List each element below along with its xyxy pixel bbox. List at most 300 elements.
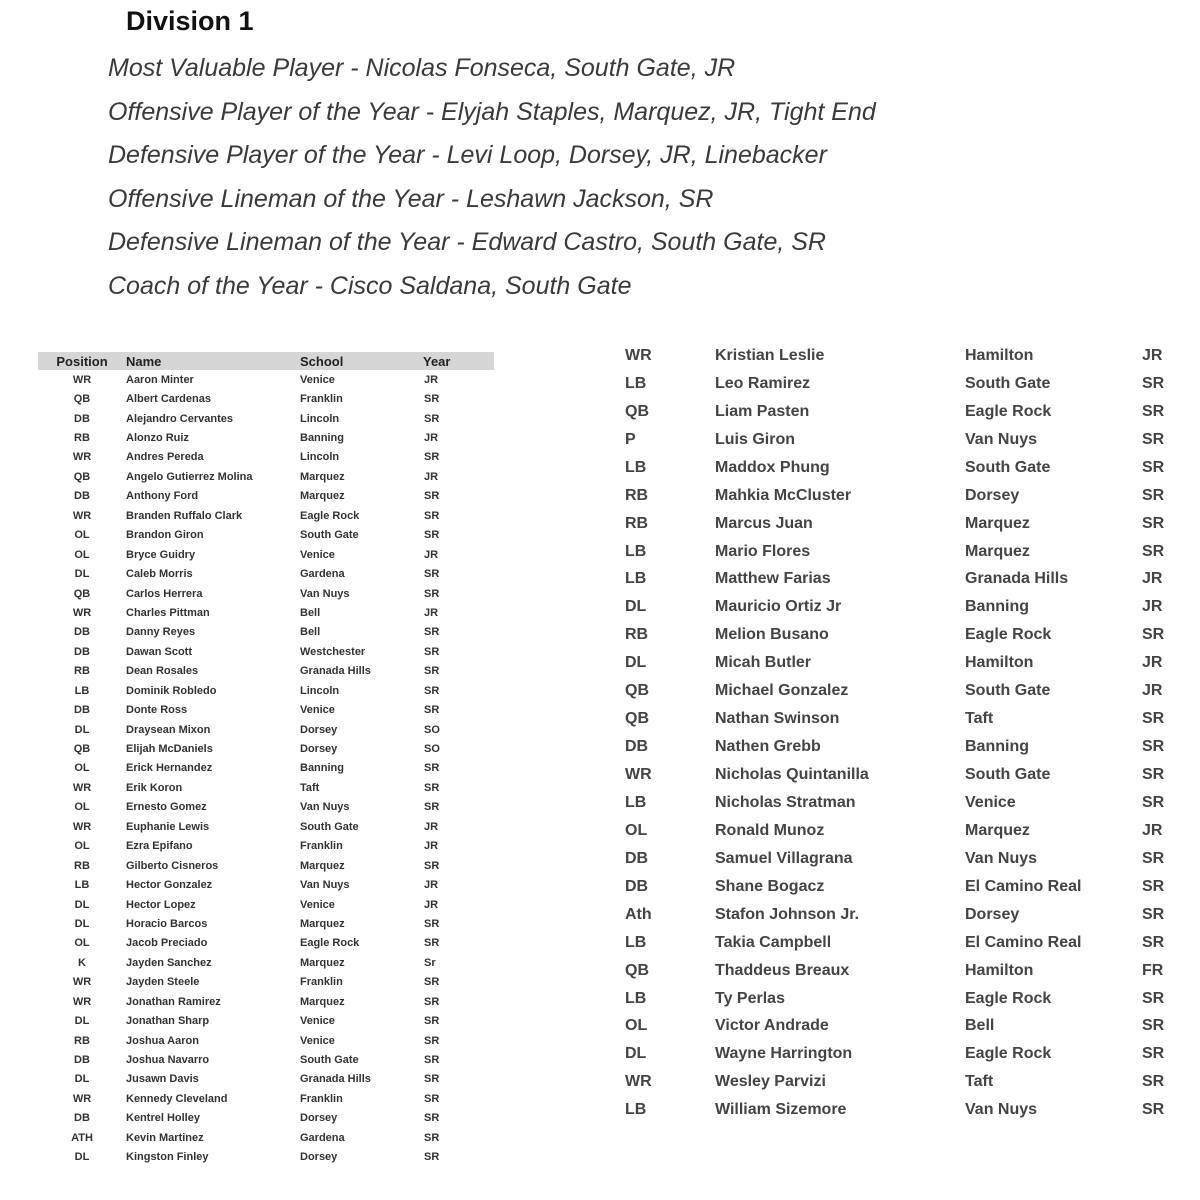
player-position: WR xyxy=(72,976,92,989)
player-position: DB xyxy=(74,645,90,658)
player-name: Leo Ramirez xyxy=(715,374,811,392)
player-name: Ernesto Gomez xyxy=(126,801,207,814)
table-row xyxy=(38,817,494,836)
player-year: SR xyxy=(1142,514,1165,532)
table-row xyxy=(38,526,494,545)
player-name: William Sizemore xyxy=(715,1101,847,1119)
player-school: Granada Hills xyxy=(300,1073,371,1086)
player-school: Eagle Rock xyxy=(965,402,1052,420)
player-year: SR xyxy=(424,917,440,930)
player-year: SR xyxy=(1142,989,1165,1007)
player-year: SO xyxy=(424,723,440,736)
table-row xyxy=(38,1089,494,1108)
player-year: SR xyxy=(424,665,440,678)
player-school: Franklin xyxy=(300,840,343,853)
player-position: DB xyxy=(625,849,649,867)
player-name: Anthony Ford xyxy=(126,490,199,503)
table-row xyxy=(38,642,494,661)
player-position: DL xyxy=(74,1151,90,1164)
player-year: SR xyxy=(424,568,440,581)
player-name: Thaddeus Breaux xyxy=(715,961,850,979)
player-position: DL xyxy=(74,723,90,736)
table-row xyxy=(615,929,1185,957)
table-row xyxy=(615,985,1185,1013)
player-year: SR xyxy=(424,393,440,406)
player-name: Kennedy Cleveland xyxy=(126,1092,228,1105)
table-row xyxy=(38,739,494,758)
table-row xyxy=(38,662,494,681)
player-position: QB xyxy=(625,710,649,728)
player-year: SR xyxy=(424,995,440,1008)
player-year: FR xyxy=(1142,961,1164,979)
player-position: OL xyxy=(625,821,648,839)
player-school: Bell xyxy=(300,626,321,639)
table-row xyxy=(38,623,494,642)
player-year: SR xyxy=(1142,933,1165,951)
table-row xyxy=(615,677,1185,705)
player-school: Banning xyxy=(965,598,1029,616)
player-year: SR xyxy=(1142,793,1165,811)
player-name: Stafon Johnson Jr. xyxy=(715,905,860,923)
player-name: Liam Pasten xyxy=(715,402,810,420)
player-name: Shane Bogacz xyxy=(715,877,825,895)
table-row xyxy=(38,1050,494,1069)
player-year: SR xyxy=(424,1112,440,1125)
table-row xyxy=(615,789,1185,817)
player-school: Hamilton xyxy=(965,654,1034,672)
player-school: Franklin xyxy=(300,976,343,989)
player-year: SR xyxy=(1142,1017,1165,1035)
table-row xyxy=(38,798,494,817)
player-year: SR xyxy=(424,762,440,775)
player-year: SR xyxy=(1142,430,1165,448)
player-name: Dominik Robledo xyxy=(126,684,217,697)
player-year: JR xyxy=(424,373,439,386)
player-name: Takia Campbell xyxy=(715,933,832,951)
player-position: WR xyxy=(625,1073,652,1091)
player-school: Van Nuys xyxy=(300,587,350,600)
player-position: OL xyxy=(625,1017,648,1035)
player-year: SR xyxy=(424,937,440,950)
player-school: Taft xyxy=(300,781,320,794)
player-school: Dorsey xyxy=(965,905,1020,923)
player-name: Bryce Guidry xyxy=(126,548,196,561)
table-row xyxy=(615,1013,1185,1041)
player-name: Nicholas Stratman xyxy=(715,793,856,811)
division-title: Division 1 xyxy=(126,6,254,36)
player-year: Sr xyxy=(424,956,436,969)
player-school: Dorsey xyxy=(965,486,1020,504)
player-school: Marquez xyxy=(965,542,1030,560)
player-position: QB xyxy=(625,402,649,420)
table-row xyxy=(38,973,494,992)
player-name: Ty Perlas xyxy=(715,989,785,1007)
table-row xyxy=(38,1148,494,1167)
player-name: Ezra Epifano xyxy=(126,840,193,853)
player-school: South Gate xyxy=(300,529,359,542)
player-position: DB xyxy=(74,1112,90,1125)
player-position: WR xyxy=(72,451,92,464)
player-name: Nicholas Quintanilla xyxy=(715,766,869,784)
player-name: Victor Andrade xyxy=(715,1017,829,1035)
player-name: Carlos Herrera xyxy=(126,587,203,600)
player-name: Joshua Navarro xyxy=(126,1054,210,1067)
table-row xyxy=(38,506,494,525)
player-year: SR xyxy=(1142,1045,1165,1063)
table-row xyxy=(38,778,494,797)
player-name: Matthew Farias xyxy=(715,570,831,588)
player-position: WR xyxy=(72,373,92,386)
player-year: SR xyxy=(424,645,440,658)
player-name: Ronald Munoz xyxy=(715,821,825,839)
player-school: Dorsey xyxy=(300,723,338,736)
player-year: JR xyxy=(424,820,439,833)
player-school: Venice xyxy=(300,704,335,717)
player-school: Marquez xyxy=(300,470,345,483)
player-name: Wesley Parvizi xyxy=(715,1073,826,1091)
table-row xyxy=(615,1096,1185,1124)
player-year: SR xyxy=(424,626,440,639)
table-row xyxy=(615,873,1185,901)
player-name: Wayne Harrington xyxy=(715,1045,853,1063)
player-school: Dorsey xyxy=(300,743,338,756)
player-position: QB xyxy=(625,961,649,979)
player-position: WR xyxy=(72,820,92,833)
player-name: Andres Pereda xyxy=(126,451,204,464)
player-year: SR xyxy=(1142,710,1165,728)
player-year: SR xyxy=(424,704,440,717)
player-position: LB xyxy=(625,542,647,560)
player-school: Venice xyxy=(965,793,1016,811)
player-position: DL xyxy=(74,1015,90,1028)
player-position: LB xyxy=(625,1101,647,1119)
player-year: SR xyxy=(424,859,440,872)
player-year: JR xyxy=(1142,654,1163,672)
player-year: SR xyxy=(424,412,440,425)
player-name: Michael Gonzalez xyxy=(715,682,849,700)
table-row xyxy=(615,1040,1185,1068)
player-position: WR xyxy=(72,509,92,522)
player-name: Alejandro Cervantes xyxy=(126,412,233,425)
player-year: SR xyxy=(424,781,440,794)
player-name: Kingston Finley xyxy=(126,1151,209,1164)
player-school: Taft xyxy=(965,1073,994,1091)
player-school: El Camino Real xyxy=(965,877,1082,895)
table-row xyxy=(615,957,1185,985)
player-school: El Camino Real xyxy=(965,933,1082,951)
player-school: Lincoln xyxy=(300,451,340,464)
player-year: SR xyxy=(424,529,440,542)
player-school: Bell xyxy=(965,1017,995,1035)
table-row xyxy=(615,510,1185,538)
player-position: DL xyxy=(74,1073,90,1086)
table-row xyxy=(38,1011,494,1030)
table-row xyxy=(38,564,494,583)
player-school: Dorsey xyxy=(300,1112,338,1125)
table-row xyxy=(38,720,494,739)
player-school: Dorsey xyxy=(300,1151,338,1164)
player-school: Venice xyxy=(300,898,335,911)
player-name: Jacob Preciado xyxy=(126,937,208,950)
player-name: Hector Lopez xyxy=(126,898,196,911)
player-name: Elijah McDaniels xyxy=(126,743,213,756)
player-name: Melion Busano xyxy=(715,626,829,644)
table-row xyxy=(38,389,494,408)
player-school: Eagle Rock xyxy=(965,626,1052,644)
table-row xyxy=(38,370,494,389)
player-position: RB xyxy=(625,514,649,532)
player-position: WR xyxy=(72,781,92,794)
player-year: SR xyxy=(1142,486,1165,504)
player-year: SR xyxy=(1142,374,1165,392)
table-row xyxy=(38,448,494,467)
player-position: QB xyxy=(73,587,91,600)
player-position: OL xyxy=(74,548,90,561)
roster-right-body xyxy=(615,342,1185,1124)
player-year: SR xyxy=(1142,458,1165,476)
player-year: SR xyxy=(424,490,440,503)
player-position: LB xyxy=(625,458,647,476)
player-school: Franklin xyxy=(300,1092,343,1105)
table-row xyxy=(38,934,494,953)
player-school: Van Nuys xyxy=(300,801,350,814)
player-name: Erik Koron xyxy=(126,781,183,794)
award-defensive-player: Defensive Player of the Year - Levi Loop, Dorsey, JR, Linebacker xyxy=(108,141,827,170)
player-name: Jusawn Davis xyxy=(126,1073,199,1086)
player-name: Dawan Scott xyxy=(126,645,193,658)
player-position: ATH xyxy=(71,1131,93,1144)
award-offensive-lineman: Offensive Lineman of the Year - Leshawn Jackson, SR xyxy=(108,184,714,213)
player-year: SR xyxy=(424,451,440,464)
player-position: LB xyxy=(625,570,647,588)
award-coach: Coach of the Year - Cisco Saldana, South Gate xyxy=(108,271,632,300)
player-name: Horacio Barcos xyxy=(126,917,208,930)
roster-left-body xyxy=(38,370,494,1167)
player-position: WR xyxy=(72,606,92,619)
player-position: RB xyxy=(625,626,649,644)
player-position: LB xyxy=(625,989,647,1007)
table-row xyxy=(38,875,494,894)
player-name: Dean Rosales xyxy=(126,665,199,678)
table-row xyxy=(615,482,1185,510)
player-year: JR xyxy=(424,548,439,561)
player-school: Franklin xyxy=(300,393,343,406)
player-name: Euphanie Lewis xyxy=(126,820,210,833)
player-school: Venice xyxy=(300,1015,335,1028)
player-position: Ath xyxy=(625,905,652,923)
table-row xyxy=(38,1109,494,1128)
player-school: South Gate xyxy=(300,820,359,833)
player-school: Marquez xyxy=(300,917,345,930)
player-school: Venice xyxy=(300,1034,335,1047)
table-row xyxy=(38,856,494,875)
player-year: JR xyxy=(1142,346,1163,364)
player-name: Kevin Martinez xyxy=(126,1131,204,1144)
player-school: Granada Hills xyxy=(300,665,371,678)
player-position: OL xyxy=(74,762,90,775)
table-row xyxy=(615,621,1185,649)
player-position: QB xyxy=(73,470,91,483)
player-name: Maddox Phung xyxy=(715,458,830,476)
player-year: SR xyxy=(1142,905,1165,923)
table-row xyxy=(38,953,494,972)
player-year: JR xyxy=(1142,570,1163,588)
player-year: SR xyxy=(424,509,440,522)
player-position: WR xyxy=(625,766,652,784)
player-position: RB xyxy=(74,1034,90,1047)
player-position: DL xyxy=(625,1045,647,1063)
player-name: Danny Reyes xyxy=(126,626,196,639)
player-name: Brandon Giron xyxy=(126,529,204,542)
table-row xyxy=(38,467,494,486)
player-school: Banning xyxy=(300,432,344,445)
player-school: Lincoln xyxy=(300,684,340,697)
player-year: SR xyxy=(424,1054,440,1067)
player-position: DL xyxy=(625,654,647,672)
player-school: Eagle Rock xyxy=(965,1045,1052,1063)
table-row xyxy=(38,914,494,933)
player-school: Lincoln xyxy=(300,412,340,425)
player-year: SR xyxy=(424,1131,440,1144)
table-row xyxy=(38,603,494,622)
player-school: Eagle Rock xyxy=(300,509,360,522)
player-year: SR xyxy=(424,1092,440,1105)
header-school: School xyxy=(300,352,415,370)
table-row xyxy=(615,538,1185,566)
table-row xyxy=(615,649,1185,677)
player-position: DB xyxy=(74,704,90,717)
player-position: QB xyxy=(73,743,91,756)
player-position: P xyxy=(625,430,636,448)
player-position: LB xyxy=(625,933,647,951)
player-school: Marquez xyxy=(300,995,345,1008)
player-year: JR xyxy=(1142,682,1163,700)
player-year: JR xyxy=(424,606,439,619)
player-name: Luis Giron xyxy=(715,430,795,448)
table-row xyxy=(615,845,1185,873)
roster-table-left xyxy=(38,352,494,1167)
player-year: SR xyxy=(424,587,440,600)
player-position: DB xyxy=(74,1054,90,1067)
player-year: JR xyxy=(424,470,439,483)
player-year: SR xyxy=(424,684,440,697)
player-position: DL xyxy=(625,598,647,616)
player-school: Marquez xyxy=(965,821,1030,839)
player-year: SR xyxy=(424,976,440,989)
player-school: Westchester xyxy=(300,645,366,658)
player-name: Charles Pittman xyxy=(126,606,210,619)
player-school: Banning xyxy=(965,738,1029,756)
player-school: Venice xyxy=(300,373,335,386)
table-row xyxy=(38,428,494,447)
player-school: Gardena xyxy=(300,568,345,581)
player-school: Venice xyxy=(300,548,335,561)
player-name: Nathen Grebb xyxy=(715,738,821,756)
player-position: LB xyxy=(625,793,647,811)
table-row xyxy=(38,545,494,564)
player-position: DB xyxy=(625,877,649,895)
table-row xyxy=(38,1031,494,1050)
header-year: Year xyxy=(415,352,494,370)
player-year: SR xyxy=(1142,542,1165,560)
player-school: Eagle Rock xyxy=(965,989,1052,1007)
player-school: Van Nuys xyxy=(965,430,1038,448)
player-school: South Gate xyxy=(965,374,1051,392)
player-position: OL xyxy=(74,529,90,542)
player-year: SR xyxy=(1142,849,1165,867)
player-year: SR xyxy=(1142,766,1165,784)
table-row xyxy=(38,895,494,914)
player-school: Marquez xyxy=(300,859,345,872)
player-position: WR xyxy=(625,346,652,364)
player-year: JR xyxy=(1142,598,1163,616)
table-row xyxy=(615,342,1185,370)
player-year: JR xyxy=(424,898,439,911)
player-position: DB xyxy=(74,412,90,425)
player-name: Micah Butler xyxy=(715,654,812,672)
table-row xyxy=(615,817,1185,845)
player-school: Van Nuys xyxy=(300,879,350,892)
player-year: SR xyxy=(1142,402,1165,420)
player-school: Granada Hills xyxy=(965,570,1069,588)
player-position: DB xyxy=(625,738,649,756)
player-year: SR xyxy=(1142,738,1165,756)
player-school: Van Nuys xyxy=(965,849,1038,867)
player-year: SR xyxy=(1142,1101,1165,1119)
player-position: RB xyxy=(74,859,90,872)
player-name: Jayden Sanchez xyxy=(126,956,212,969)
player-year: JR xyxy=(1142,821,1163,839)
player-name: Hector Gonzalez xyxy=(126,879,213,892)
table-row xyxy=(615,761,1185,789)
player-school: Eagle Rock xyxy=(300,937,360,950)
player-position: DB xyxy=(74,626,90,639)
player-position: OL xyxy=(74,937,90,950)
player-name: Branden Ruffalo Clark xyxy=(126,509,243,522)
player-name: Samuel Villagrana xyxy=(715,849,853,867)
player-name: Caleb Morris xyxy=(126,568,193,581)
player-name: Jayden Steele xyxy=(126,976,200,989)
player-position: RB xyxy=(74,665,90,678)
player-year: JR xyxy=(424,432,439,445)
player-school: Van Nuys xyxy=(965,1101,1038,1119)
table-row xyxy=(38,584,494,603)
player-year: SR xyxy=(424,1015,440,1028)
player-position: DL xyxy=(74,917,90,930)
table-row xyxy=(38,700,494,719)
player-position: DB xyxy=(74,490,90,503)
player-year: JR xyxy=(424,840,439,853)
player-year: SR xyxy=(424,1034,440,1047)
player-school: South Gate xyxy=(965,682,1051,700)
player-name: Aaron Minter xyxy=(126,373,194,386)
table-row xyxy=(615,566,1185,594)
player-year: SR xyxy=(1142,626,1165,644)
table-row xyxy=(38,1128,494,1147)
player-school: Taft xyxy=(965,710,994,728)
awards-list xyxy=(108,50,876,312)
table-row xyxy=(38,759,494,778)
award-offensive-player: Offensive Player of the Year - Elyjah Staples, Marquez, JR, Tight End xyxy=(108,97,876,126)
player-year: SR xyxy=(424,1073,440,1086)
player-school: Marquez xyxy=(965,514,1030,532)
player-position: QB xyxy=(73,393,91,406)
table-row xyxy=(615,901,1185,929)
player-year: SR xyxy=(424,1151,440,1164)
player-position: WR xyxy=(72,1092,92,1105)
player-position: LB xyxy=(74,684,90,697)
player-position: LB xyxy=(74,879,90,892)
